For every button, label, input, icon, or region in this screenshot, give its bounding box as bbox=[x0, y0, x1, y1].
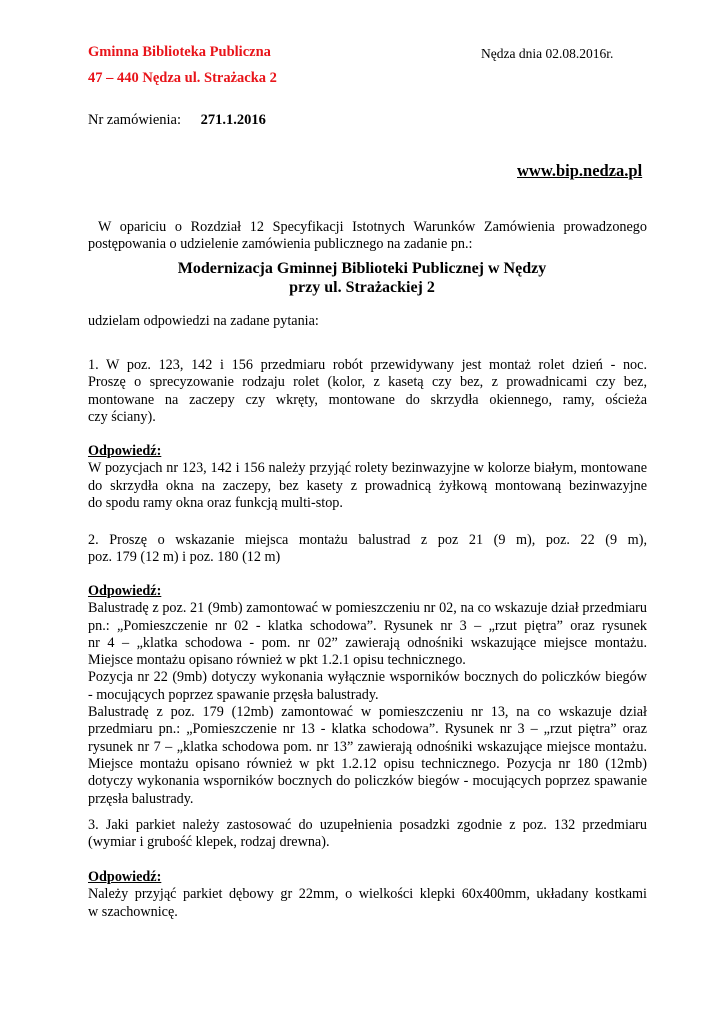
a1-line: do skrzydła okna na zaczepy, bez kasety z prowadnicą żyłkową montowaną bezinwazyjne bbox=[88, 477, 647, 494]
q3-line: 3. Jaki parkiet należy zastosować do uzupełnienia posadzki zgodnie z poz. 132 przedmiaru bbox=[88, 817, 647, 833]
a2-line: Pozycja nr 22 (9mb) dotyczy wykonania wyłącznie wsporników bocznych do policzków biegów bbox=[88, 669, 647, 686]
intro-paragraph bbox=[88, 219, 647, 254]
a2-line: Balustradę z poz. 21 (9mb) zamontować w pomieszczeniu nr 02, na co wskazuje dział przedmiaru bbox=[88, 600, 647, 617]
a3-line: Należy przyjąć parkiet dębowy gr 22mm, o wielkości klepki 60x400mm, układany kostkami bbox=[88, 886, 647, 903]
a2-line: przedmiaru pn.: „Pomieszczenie nr 13 - klatka schodowa”. Rysunek nr 3 – „rzut piętra” oraz bbox=[88, 721, 647, 738]
a2-line: Miejsce montażu opisano również w pkt 1.2.1 opisu technicznego. bbox=[88, 652, 466, 669]
answer-3 bbox=[88, 869, 647, 921]
a2-line: nr 4 – „klatka schodowa - pom. nr 02” zawierają odnośniki wskazujące miejsce montażu. bbox=[88, 634, 647, 651]
a3-line: w szachownicę. bbox=[88, 903, 178, 920]
answer-2 bbox=[88, 583, 647, 808]
q1-line: montowane na zaczepy czy wkręty, montowane do skrzydła okiennego, ramy, ościeża bbox=[88, 391, 647, 408]
library-name: Gminna Biblioteka Publiczna bbox=[88, 44, 271, 60]
answer-intro-text: udzielam odpowiedzi na zadane pytania: bbox=[88, 313, 319, 329]
q1-line: Proszę o sprecyzowanie rodzaju rolet (kolor, z kasetą czy bez, z prowadnicami czy bez, bbox=[88, 374, 647, 391]
order-label: Nr zamówienia: bbox=[88, 112, 182, 128]
q2-line: poz. 179 (12 m) i poz. 180 (12 m) bbox=[88, 549, 281, 566]
a2-line: Balustradę z poz. 179 (12mb) zamontować w pomieszczeniu nr 13, na co wskazuje dział bbox=[88, 704, 647, 721]
a2-line: Miejsce montażu opisano również w pkt 1.2.12 opisu technicznego. Pozycja nr 180 (12mb) bbox=[88, 755, 647, 772]
answer-heading: Odpowiedź: bbox=[88, 869, 162, 885]
question-3 bbox=[88, 817, 647, 852]
answer-heading: Odpowiedź: bbox=[88, 443, 162, 459]
order-number-row bbox=[88, 112, 266, 129]
answer-heading: Odpowiedź: bbox=[88, 583, 162, 599]
order-number: 271.1.2016 bbox=[200, 112, 266, 128]
intro-line-1: W opariciu o Rozdział 12 Specyfikacji Istotnych Warunków Zamówienia prowadzonego bbox=[98, 219, 647, 235]
a2-line: rysunek nr 7 – „klatka schodowa pom. nr 13” zawierają odnośniki wskazujące miejsce montażu. bbox=[88, 738, 647, 755]
a2-line: dotyczy wykonania wsporników bocznych do policzków biegów - mocujących poprzez spawanie bbox=[88, 773, 647, 790]
answer-intro bbox=[88, 313, 647, 330]
a2-line: - mocujących poprzez spawanie przęsła balustrady. bbox=[88, 686, 379, 703]
title-line-1: Modernizacja Gminnej Biblioteki Publicznej w Nędzy bbox=[177, 260, 547, 277]
a2-line: przęsła balustrady. bbox=[88, 790, 194, 807]
q3-line: (wymiar i grubość klepek, rodzaj drewna). bbox=[88, 834, 330, 851]
place-date: Nędza dnia 02.08.2016r. bbox=[481, 46, 614, 61]
q2-line: 2. Proszę o wskazanie miejsca montażu balustrad z poz 21 (9 m), poz. 22 (9 m), bbox=[88, 532, 647, 548]
answer-1 bbox=[88, 443, 647, 512]
q1-line: czy ściany). bbox=[88, 408, 156, 425]
q1-line: 1. W poz. 123, 142 i 156 przedmiaru robót przewidywany jest montaż rolet dzień - noc. bbox=[88, 357, 647, 373]
a1-line: do spodu ramy okna oraz funkcją multi-stop. bbox=[88, 494, 343, 511]
library-address: 47 – 440 Nędza ul. Strażacka 2 bbox=[88, 70, 277, 86]
a1-line: W pozycjach nr 123, 142 i 156 należy przyjąć rolety bezinwazyjne w kolorze białym, montowane bbox=[88, 460, 647, 477]
title-line-2: przy ul. Strażackiej 2 bbox=[289, 279, 435, 296]
website-link[interactable]: www.bip.nedza.pl bbox=[517, 161, 643, 180]
intro-line-2: postępowania o udzielenie zamówienia publicznego na zadanie pn.: bbox=[88, 236, 473, 253]
a2-line: pn.: „Pomieszczenie nr 02 - klatka schodowa”. Rysunek nr 3 – „rzut piętra” oraz rysunek bbox=[88, 617, 647, 634]
question-1 bbox=[88, 357, 647, 426]
question-2 bbox=[88, 532, 647, 567]
